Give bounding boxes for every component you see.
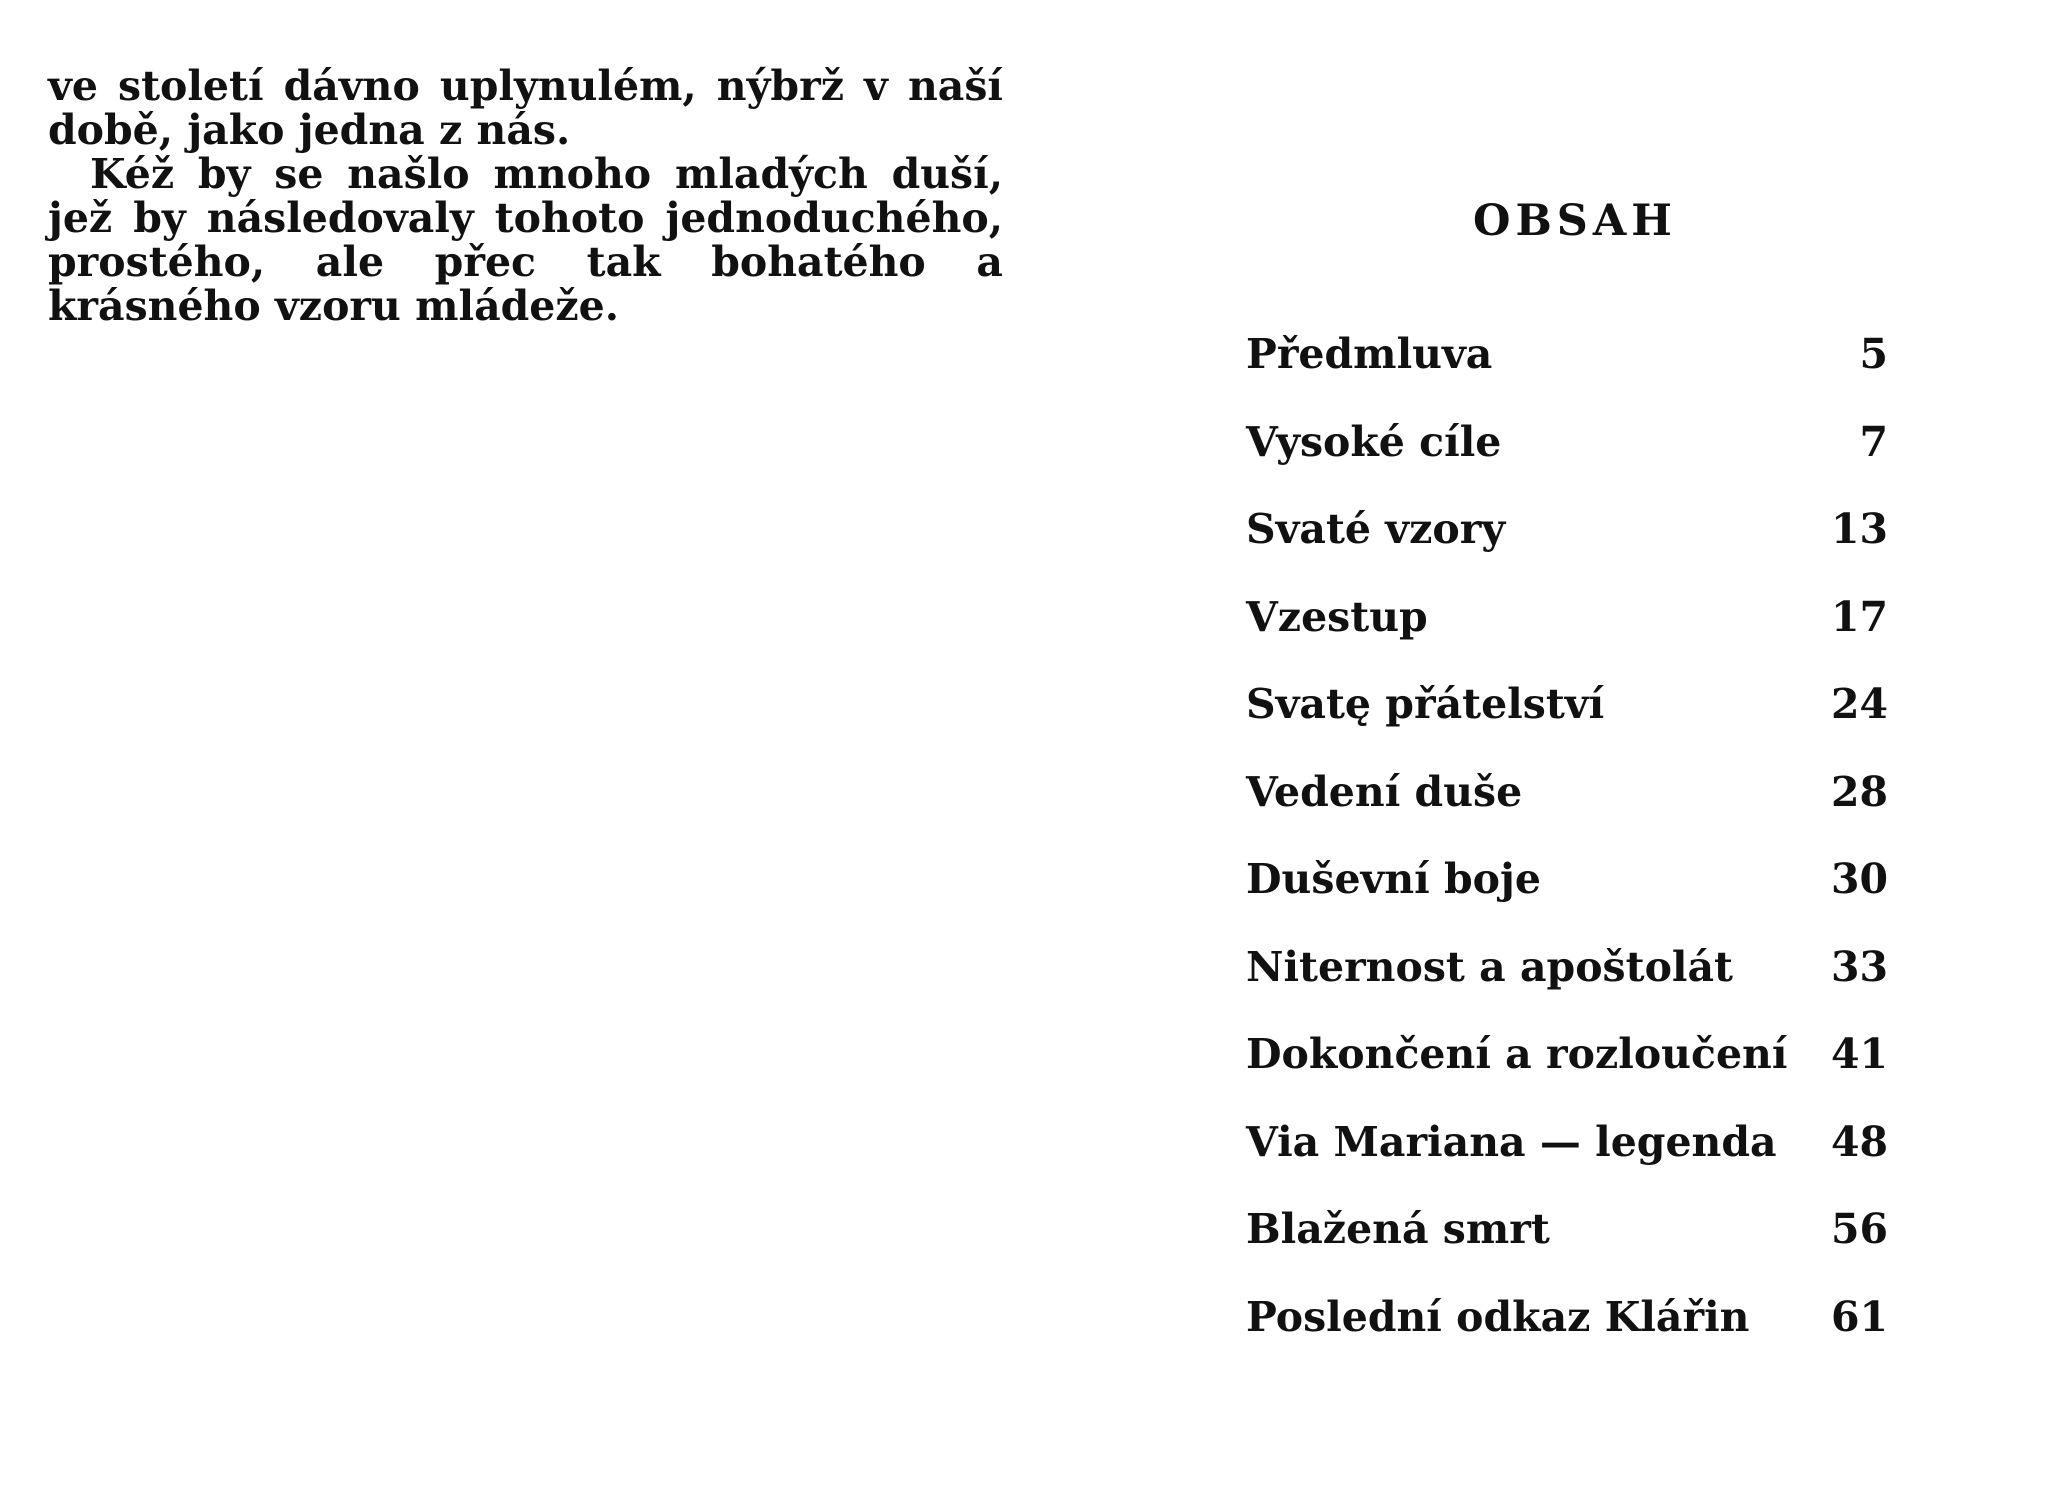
toc-entry-page: 5	[1859, 330, 1888, 378]
toc-entry-title: Vysoké cíle	[1246, 417, 1502, 466]
contents-title: OBSAH	[1473, 196, 1677, 246]
toc-entry-page: 56	[1830, 1205, 1888, 1253]
toc-entry-title: Vedení duše	[1246, 767, 1523, 816]
toc-entry-page: 61	[1830, 1292, 1888, 1341]
toc-entry-title: Blažená smrt	[1246, 1205, 1550, 1253]
toc-entry-page: 24	[1830, 680, 1888, 728]
toc-entry	[1246, 768, 1888, 856]
toc-entry-title: Svaté vzory	[1246, 505, 1506, 553]
toc-entry-page: 17	[1830, 592, 1888, 641]
toc-entry-page: 30	[1830, 855, 1888, 903]
toc-entry-title: Svatę přátelství	[1246, 680, 1605, 728]
toc-entry	[1246, 1030, 1888, 1118]
toc-entry-page: 33	[1830, 942, 1888, 991]
toc-entry-page: 13	[1830, 505, 1888, 553]
toc-entry	[1246, 593, 1888, 681]
toc-entry-title: Předmluva	[1246, 330, 1493, 378]
toc-entry	[1246, 330, 1888, 418]
toc-entry	[1246, 680, 1888, 768]
table-of-contents	[1246, 330, 1888, 1380]
toc-entry-title: Duševní boje	[1246, 855, 1541, 903]
toc-entry-title: Vzestup	[1246, 592, 1428, 641]
toc-entry-page: 28	[1830, 767, 1888, 816]
toc-entry-title: Dokončení a rozloučení	[1246, 1030, 1788, 1078]
toc-entry	[1246, 1293, 1888, 1381]
toc-entry	[1246, 943, 1888, 1031]
toc-entry	[1246, 418, 1888, 506]
toc-entry-page: 48	[1830, 1117, 1888, 1166]
paragraph-closing: Kéž by se našlo mnoho mladých duší, jež by následovaly tohoto jednoduchého, prostého, ale přec tak bohatého a krásného vzoru mládeže.	[48, 150, 1003, 330]
toc-entry-title: Via Mariana — legenda	[1246, 1117, 1777, 1166]
paragraph-continuation: ve století dávno uplynulém, nýbrž v naší době, jako jedna z nás.	[48, 62, 1003, 154]
toc-entry	[1246, 855, 1888, 943]
toc-entry-title: Niternost a apoštolát	[1246, 942, 1733, 991]
toc-entry-page: 41	[1830, 1030, 1888, 1078]
left-page-text	[48, 64, 1003, 328]
toc-entry-title: Poslední odkaz Klářin	[1246, 1292, 1750, 1341]
toc-entry	[1246, 1118, 1888, 1206]
toc-entry-page: 7	[1859, 417, 1888, 466]
toc-entry	[1246, 1205, 1888, 1293]
toc-entry	[1246, 505, 1888, 593]
